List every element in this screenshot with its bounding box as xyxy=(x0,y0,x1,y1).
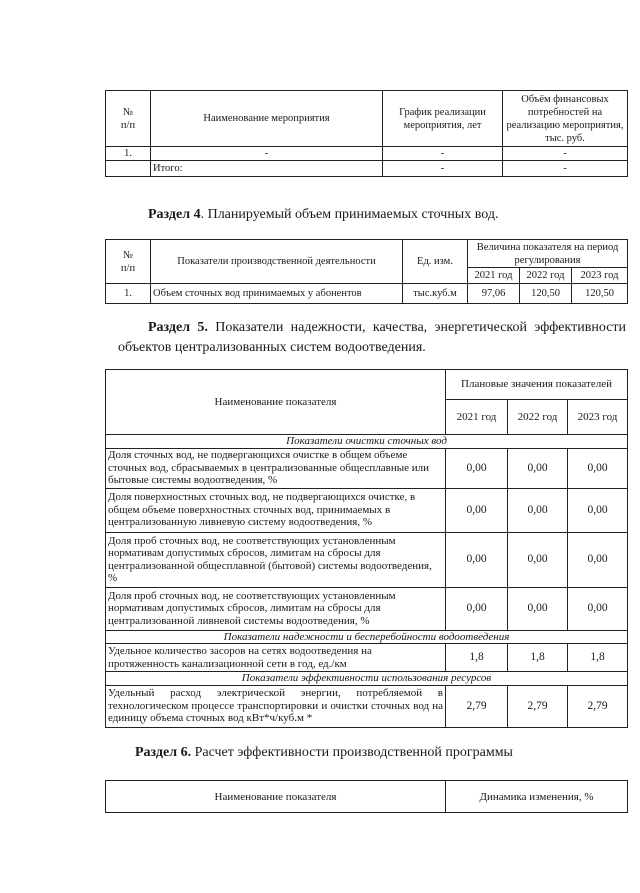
col-header-measure-name: Наименование мероприятия xyxy=(151,91,383,147)
indicator-value: 0,00 xyxy=(446,532,508,587)
row-value: 97,06 xyxy=(468,284,520,304)
indicator-value: 0,00 xyxy=(508,532,568,587)
col-header-indicator: Показатели производственной деятельности xyxy=(151,240,403,284)
col-header-year: 2021 год xyxy=(446,400,508,435)
col-header-planned-values: Плановые значения показателей xyxy=(446,370,628,400)
row-indicator-name: Объем сточных вод принимаемых у абонентов xyxy=(151,284,403,304)
indicator-value: 0,00 xyxy=(568,587,628,630)
col-header-year: 2021 год xyxy=(468,268,520,284)
col-header-unit: Ед. изм. xyxy=(403,240,468,284)
section-4-heading xyxy=(148,207,498,223)
row-num: 1. xyxy=(106,284,151,304)
indicator-value: 0,00 xyxy=(508,448,568,488)
indicator-value: 0,00 xyxy=(446,587,508,630)
total-empty-cell xyxy=(106,161,151,177)
indicator-value: 0,00 xyxy=(446,448,508,488)
section-6-label: Раздел 6. xyxy=(135,745,192,760)
col-header-dynamics: Динамика изменения, % xyxy=(446,781,628,813)
efficiency-table xyxy=(105,780,628,813)
group-title: Показатели эффективности использования ресурсов xyxy=(106,672,628,686)
col-header-indicator: Наименование показателя xyxy=(106,370,446,435)
row-measure-name: - xyxy=(151,147,383,161)
indicator-value: 1,8 xyxy=(446,644,508,672)
section-5-title: Показатели надежности, качества, энергетической эффективности объектов централизованных систем водоотведения. xyxy=(118,320,627,355)
indicator-value: 0,00 xyxy=(568,448,628,488)
indicator-name: Доля проб сточных вод, не соответствующих установленным нормативам допустимых сбросов, лимитам на сбросы для централизованной ливневой системы водоотведения, % xyxy=(106,587,446,630)
indicator-value: 1,8 xyxy=(568,644,628,672)
col-header-num: № п/п xyxy=(106,91,151,147)
indicator-value: 0,00 xyxy=(508,587,568,630)
row-num: 1. xyxy=(106,147,151,161)
section-4-label: Раздел 4 xyxy=(148,207,201,222)
row-value: 120,50 xyxy=(572,284,628,304)
section-5-label: Раздел 5. xyxy=(148,320,208,335)
row-finance: - xyxy=(503,147,628,161)
total-finance: - xyxy=(503,161,628,177)
indicator-value: 2,79 xyxy=(446,685,508,727)
indicator-value: 0,00 xyxy=(508,488,568,532)
indicator-value: 0,00 xyxy=(568,532,628,587)
col-header-year: 2022 год xyxy=(520,268,572,284)
reliability-indicators-table xyxy=(105,369,628,728)
measures-table xyxy=(105,90,628,177)
col-header-year: 2023 год xyxy=(568,400,628,435)
col-header-year: 2022 год xyxy=(508,400,568,435)
group-title: Показатели очистки сточных вод xyxy=(106,435,628,449)
col-header-year: 2023 год xyxy=(572,268,628,284)
indicator-value: 0,00 xyxy=(568,488,628,532)
indicator-value: 2,79 xyxy=(568,685,628,727)
indicator-name: Удельное количество засоров на сетях водоотведения на протяженность канализационной сети в год, ед./км xyxy=(106,644,446,672)
section-6-title: Расчет эффективности производственной программы xyxy=(194,745,513,760)
group-title: Показатели надежности и бесперебойности водоотведения xyxy=(106,630,628,644)
indicator-name: Доля поверхностных сточных вод, не подвергающихся очистке, в общем объеме поверхностных сточных вод, принимаемых в централизованную ливневую систему водоотведения, % xyxy=(106,488,446,532)
section-5-heading xyxy=(118,318,626,358)
indicator-name: Удельный расход электрической энергии, потребляемой в технологическом процессе транспортировки и очистки сточных вод на единицу объема сточных вод кВт*ч/куб.м * xyxy=(106,685,446,727)
section-6-heading xyxy=(135,745,513,761)
col-header-finance: Объём финансовых потребностей на реализацию мероприятия, тыс. руб. xyxy=(503,91,628,147)
col-header-indicator: Наименование показателя xyxy=(106,781,446,813)
indicator-name: Доля проб сточных вод, не соответствующих установленным нормативам допустимых сбросов, лимитам на сбросы для централизованной общесплавной (бытовой) системы водоотведения, % xyxy=(106,532,446,587)
indicator-name: Доля сточных вод, не подвергающихся очистке в общем объеме сточных вод, сбрасываемых в централизованные общесплавные или бытовые системы водоотведения, % xyxy=(106,448,446,488)
row-value: 120,50 xyxy=(520,284,572,304)
col-header-schedule: График реализации мероприятия, лет xyxy=(383,91,503,147)
col-header-num: № п/п xyxy=(106,240,151,284)
col-header-period-value: Величина показателя на период регулирования xyxy=(468,240,628,268)
indicator-value: 1,8 xyxy=(508,644,568,672)
indicator-value: 2,79 xyxy=(508,685,568,727)
row-schedule: - xyxy=(383,147,503,161)
section-4-title: . Планируемый объем принимаемых сточных вод. xyxy=(200,207,499,222)
total-schedule: - xyxy=(383,161,503,177)
row-unit: тыс.куб.м xyxy=(403,284,468,304)
total-label: Итого: xyxy=(151,161,383,177)
indicator-value: 0,00 xyxy=(446,488,508,532)
wastewater-volume-table xyxy=(105,239,628,304)
